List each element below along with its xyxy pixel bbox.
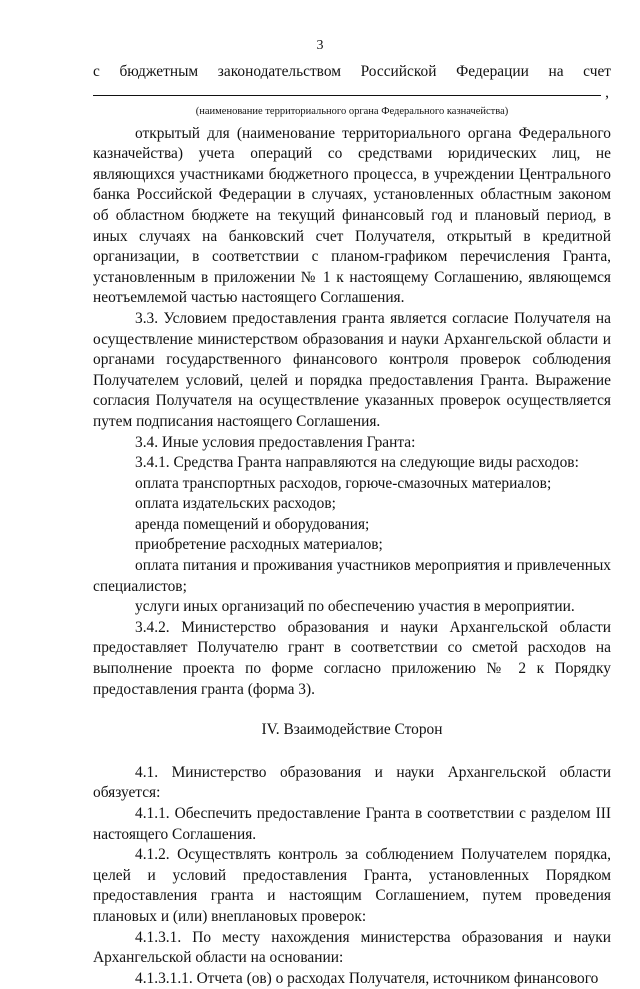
expense-item: оплата издательских расходов; (135, 495, 336, 513)
paragraph-4-1-1: 4.1.1. Обеспечить предоставление Гранта в соответствии с разделом III настоящего Соглашения. (93, 805, 611, 843)
page-number: 3 (316, 38, 324, 53)
section-heading: IV. Взаимодействие Сторон (261, 721, 443, 739)
paragraph: открытый для (наименование территориального органа Федерального казначейства) учета операций со средствами юридических лиц, не являющихся участниками бюджетного процесса, в учреждении Центрального банка Российской Федерации в случаях, установленных областным законом об областном бюджете на текущий финансовый год и плановый период, в иных случаях на банковский счет Получателя, открытый в кредитной организации, в соответствии с планом-графиком перечисления Гранта, установленным в приложении № 1 к настоящему Соглашению, являющемся неотъемлемой частью настоящего Соглашения. (93, 124, 611, 307)
fill-in-rule (93, 95, 601, 96)
expense-item: оплата питания и проживания участников мероприятия и привлеченных специалистов; (93, 557, 611, 595)
paragraph-4-1-3-1: 4.1.3.1. По месту нахождения министерства образования и науки Архангельской области на основании: (93, 928, 611, 967)
expense-item: аренда помещений и оборудования; (135, 515, 370, 533)
expense-item: оплата транспортных расходов, горюче-смазочных материалов; (135, 474, 552, 492)
paragraph-3-4-2: 3.4.2. Министерство образования и науки Архангельской области предоставляет Получателю грант в соответствии со сметой расходов на выполнение проекта по форме согласно приложению № 2 к Порядку предоставления гранта (форма 3). (93, 618, 611, 698)
text-line: с бюджетным законодательством Российской Федерации на счет (93, 63, 611, 80)
paragraph-3-4-1: 3.4.1. Средства Гранта направляются на следующие виды расходов: (135, 454, 579, 472)
paragraph-4-1: 4.1. Министерство образования и науки Архангельской области обязуется: (93, 763, 611, 802)
expense-item: услуги иных организаций по обеспечению участия в мероприятии. (135, 598, 575, 616)
paragraph-4-1-3-1-1: 4.1.3.1.1. Отчета (ов) о расходах Получателя, источником финансового (135, 969, 599, 987)
expense-item: приобретение расходных материалов; (135, 536, 383, 554)
punctuation: , (605, 83, 609, 101)
paragraph-3-3: 3.3. Условием предоставления гранта является согласие Получателя на осуществление министерством образования и науки Архангельской области и органами государственного финансового контроля проверок соблюдения Получателем условий, целей и порядка предоставления Гранта. Выражение согласия Получателя на осуществление указанных проверок осуществляется путем подписания настоящего Соглашения. (93, 309, 611, 430)
document-body (93, 62, 611, 989)
field-caption: (наименование территориального органа Федерального казначейства) (195, 105, 509, 117)
paragraph-4-1-2: 4.1.2. Осуществлять контроль за соблюдением Получателем порядка, целей и условий предоставления Гранта, установленных Порядком предоставления гранта и настоящим Соглашением, путем проведения плановых и (или) внеплановых проверок: (93, 846, 611, 925)
treasury-blank-field (93, 83, 611, 105)
paragraph-3-4: 3.4. Иные условия предоставления Гранта: (135, 433, 416, 451)
